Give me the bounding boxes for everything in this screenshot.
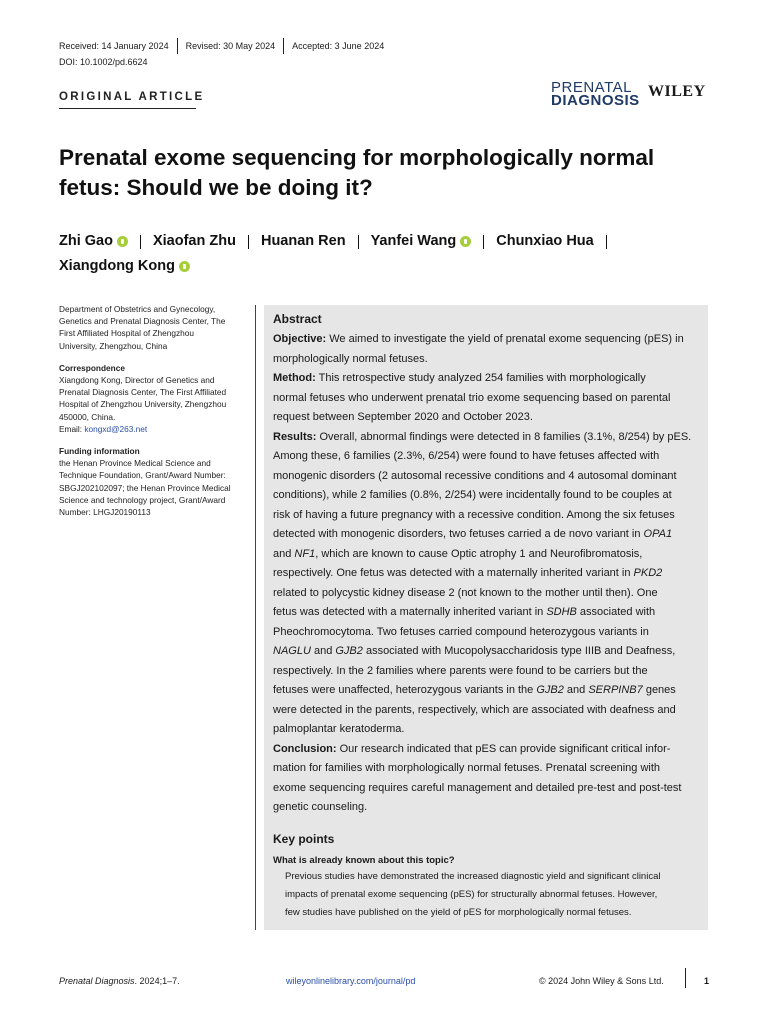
email-label: Email: (59, 423, 85, 434)
results-text: respectively. One fetus was detected with a maternally inherited variant in (273, 567, 634, 579)
correspondence (59, 362, 249, 435)
author-name[interactable]: Yanfei Wang (370, 233, 457, 249)
results-text: respectively. In the 2 families where parents were found to be carriers but the (273, 664, 648, 677)
funding-line: the Henan Province Medical Science and (59, 458, 211, 469)
results-text: associated with Mucopolysaccharidosis type IIIB and Deafness, (362, 645, 676, 657)
results-text: genes (642, 684, 676, 696)
abstract (273, 310, 700, 922)
author-name[interactable]: Chunxiao Hua (496, 233, 594, 249)
author-separator (140, 235, 141, 249)
article-type-underline (59, 108, 196, 109)
abstract-line (273, 506, 700, 526)
key-points-line (285, 904, 700, 922)
gene-name: SDHB (546, 606, 577, 618)
footer-citation-text: . 2024;1–7. (134, 976, 180, 986)
orcid-icon[interactable] (117, 236, 128, 247)
results-text: monogenic disorders (2 autosomal recessive conditions and 4 autosomal dominant (273, 469, 677, 482)
gene-name: PKD2 (633, 567, 663, 579)
conclusion-text: Our research indicated that pES can provide significant critical infor- (339, 742, 671, 755)
gene-name: NAGLU (273, 645, 311, 657)
abstract-line (273, 330, 700, 350)
abstract-line (273, 681, 700, 701)
key-points-question: What is already known about this topic? (273, 854, 455, 866)
author-separator (483, 235, 484, 249)
abstract-line (273, 779, 700, 799)
funding-information (59, 445, 249, 518)
article-dates (59, 38, 384, 54)
method-label: Method: (273, 372, 316, 384)
date-separator (283, 38, 284, 54)
email-line (59, 423, 249, 435)
abstract-line (273, 603, 700, 623)
author-line-2 (59, 254, 709, 279)
affiliation-line: University, Zhengzhou, China (59, 340, 168, 351)
abstract-line (273, 467, 700, 487)
results-text: Among these, 6 families (2.3%, 6/254) were found to have fetuses affected with (273, 450, 660, 462)
author-name[interactable]: Zhi Gao (59, 233, 113, 249)
abstract-line (273, 408, 700, 428)
results-text: fetuses were unaffected, heterozygous variants in the (273, 684, 537, 696)
abstract-line (273, 369, 700, 389)
key-points-line (285, 868, 700, 886)
correspondence-line: Xiangdong Kong, Director of Genetics and (59, 375, 215, 386)
page-number: 1 (704, 976, 710, 986)
abstract-line (273, 720, 700, 740)
results-text: were detected in the parents, respectively, which are associated with deafness and (273, 703, 676, 716)
gene-name: GJB2 (335, 645, 363, 657)
affiliation-line: First Affiliated Hospital of Zhengzhou (59, 328, 194, 339)
article-type: ORIGINAL ARTICLE (59, 91, 205, 103)
gene-name: OPA1 (643, 528, 673, 540)
affiliation-line: Department of Obstetrics and Gynecology, (59, 304, 216, 314)
abstract-line (273, 428, 700, 448)
abstract-line (273, 389, 700, 409)
email-link[interactable]: kongxd@263.net (84, 423, 148, 434)
left-column (59, 303, 249, 528)
publisher-logo: WILEY (648, 83, 706, 100)
method-text: normal fetuses who underwent prenatal trio exome sequencing based on parental (273, 391, 671, 404)
footer-journal-link[interactable]: wileyonlinelibrary.com/journal/pd (286, 976, 416, 986)
results-text: Pheochromocytoma. Two fetuses carried compound heterozygous variants in (273, 625, 649, 638)
key-points-line (285, 886, 700, 904)
key-points-text-line: Previous studies have demonstrated the increased diagnostic yield and significant clinical (285, 870, 661, 882)
key-points-text-line: impacts of prenatal exome sequencing (pES) for structurally abnormal fetuses. However, (285, 888, 658, 900)
author-separator (606, 235, 607, 249)
title-line-2: fetus: Should we be doing it? (59, 175, 373, 200)
footer-copyright: © 2024 John Wiley & Sons Ltd. (539, 976, 664, 986)
abstract-line (273, 740, 700, 760)
orcid-icon[interactable] (460, 236, 471, 247)
logo-diagnosis: DIAGNOSIS (551, 92, 640, 109)
results-text: and (273, 547, 295, 560)
correspondence-heading: Correspondence (59, 362, 125, 373)
author-separator (358, 235, 359, 249)
logo-prenatal: PRENATAL (551, 79, 632, 96)
conclusion-text: mation for families with morphologically normal fetuses. Prenatal screening with (273, 762, 661, 774)
abstract-line (273, 486, 700, 506)
abstract-line (273, 350, 700, 370)
abstract-heading: Abstract (273, 312, 322, 326)
author-list (59, 229, 709, 279)
results-text: related to polycystic kidney disease 2 (not known to the mother until then). One (273, 586, 658, 599)
results-label: Results: (273, 430, 317, 443)
results-text: risk of having a future pregnancy with a recessive condition. Among the six fetuses (273, 508, 675, 521)
results-text: Overall, abnormal findings were detected in 8 families (3.1%, 8/254) by pES. (319, 430, 692, 443)
conclusion-text: genetic counseling. (273, 801, 368, 813)
funding-line: Technique Foundation, Grant/Award Number: (59, 470, 226, 481)
correspondence-line: Prenatal Diagnosis Center, The First Affiliated (59, 387, 227, 398)
affiliation-line: Genetics and Prenatal Diagnosis Center, The (59, 316, 226, 327)
column-divider (255, 305, 256, 930)
author-name[interactable]: Xiangdong Kong (59, 258, 175, 274)
conclusion-label: Conclusion: (273, 742, 337, 755)
results-text: palmoplantar keratoderma. (273, 723, 405, 735)
abstract-line (273, 564, 700, 584)
orcid-icon[interactable] (179, 261, 190, 272)
abstract-line (273, 447, 700, 467)
abstract-line (273, 525, 700, 545)
abstract-line (273, 623, 700, 643)
key-points-text-line: few studies have published on the yield of pES for morphologically normal fetuses. (285, 906, 632, 918)
gene-name: SERPINB7 (588, 684, 643, 696)
key-points-heading: Key points (273, 831, 335, 846)
abstract-line (273, 642, 700, 662)
affiliation (59, 303, 249, 352)
abstract-line (273, 759, 700, 779)
conclusion-text: exome sequencing requires careful management and detailed pre-test and post-test (273, 781, 682, 794)
footer-journal-name: Prenatal Diagnosis (59, 976, 135, 986)
abstract-line (273, 798, 700, 818)
author-name[interactable]: Xiaofan Zhu (152, 233, 236, 249)
funding-line: SBGJ202102097; the Henan Province Medical (59, 482, 231, 493)
correspondence-line: Hospital of Zhengzhou University, Zhengzhou (59, 399, 227, 410)
method-text: This retrospective study analyzed 254 families with morphologically (318, 372, 646, 384)
objective-text: morphologically normal fetuses. (273, 352, 428, 365)
funding-line: Number: LHGJ20190113 (59, 507, 151, 518)
author-line-1 (59, 229, 709, 254)
article-title (59, 143, 699, 203)
gene-name: GJB2 (536, 684, 564, 696)
author-separator (248, 235, 249, 249)
date-separator (177, 38, 178, 54)
gene-name: NF1 (294, 547, 316, 560)
footer-citation (59, 976, 180, 986)
author-name[interactable]: Huanan Ren (260, 233, 346, 249)
key-points-text (273, 868, 700, 922)
received-date: Received: 14 January 2024 (59, 41, 169, 51)
footer-separator (685, 968, 686, 988)
results-text: , which are known to cause Optic atrophy 1 and Neurofibromatosis, (315, 547, 643, 560)
funding-heading: Funding information (59, 446, 140, 457)
results-text: associated with (576, 606, 656, 618)
objective-text: We aimed to investigate the yield of prenatal exome sequencing (pES) in (329, 333, 684, 345)
revised-date: Revised: 30 May 2024 (185, 41, 276, 51)
results-text: and (310, 645, 336, 657)
funding-line: Science and technology project, Grant/Award (59, 494, 226, 505)
results-text: fetus was detected with a maternally inherited variant in (273, 606, 547, 618)
accepted-date: Accepted: 3 June 2024 (292, 41, 385, 51)
abstract-line (273, 545, 700, 565)
abstract-line (273, 701, 700, 721)
results-text: and (563, 684, 589, 696)
title-line-1: Prenatal exome sequencing for morphologically normal (59, 145, 655, 170)
results-text: detected with monogenic disorders, two fetuses carried a de novo variant in (273, 528, 644, 540)
abstract-line (273, 584, 700, 604)
objective-label: Objective: (273, 333, 327, 345)
correspondence-line: 450000, China. (59, 411, 116, 422)
abstract-line (273, 662, 700, 682)
results-text: conditions), while 2 families (0.8%, 2/254) were incidentally found to be couples at (273, 489, 672, 501)
doi[interactable]: DOI: 10.1002/pd.6624 (59, 57, 148, 67)
method-text: request between September 2020 and October 2023. (273, 411, 533, 423)
